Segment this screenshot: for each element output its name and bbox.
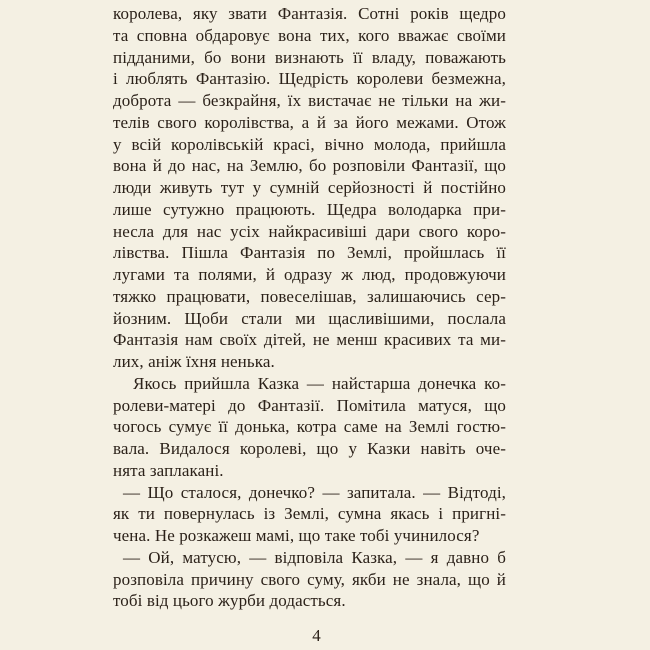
text-line: підданими, бо вони визнають її владу, поважають <box>113 47 506 67</box>
text-line: несла для нас усіх найкрасивіші дари свого коро- <box>113 221 506 241</box>
text-line: тяжко працювати, повеселішав, залишаючись сер- <box>113 286 506 306</box>
text-line: і люблять Фантазію. Щедрість королеви безмежна, <box>113 69 506 89</box>
text-line: лівства. Пішла Фантазія по Землі, пройшлась її <box>113 243 506 263</box>
text-line: чогось сумує її донька, котра саме на Землі гостю- <box>113 417 506 437</box>
paragraph <box>113 373 506 482</box>
text-line: королева, яку звати Фантазія. Сотні років щедро <box>113 4 506 23</box>
text-line: нята заплакані. <box>113 460 224 480</box>
text-line: — Що сталося, донечко? — запитала. — Відтоді, <box>123 482 506 502</box>
text-line: та сповна обдаровує вона тих, кого вважає своїми <box>113 25 506 45</box>
text-column <box>113 3 506 612</box>
text-line: люди живуть тут у сумній серйозності й постійно <box>113 178 506 197</box>
paragraph <box>113 547 506 612</box>
text-line: йозним. Щоби стали ми щасливішими, послала <box>113 308 506 328</box>
text-line: тобі від цього журби додасться. <box>113 591 346 611</box>
text-line: лих, аніж їхня ненька. <box>113 352 275 371</box>
text-line: ролеви-матері до Фантазії. Помітила матуся, що <box>113 395 506 415</box>
text-line: вала. Видалося королеві, що у Казки навіть оче- <box>113 439 506 458</box>
text-line: Якось прийшла Казка — найстарша донечка ко- <box>133 373 506 393</box>
page-number: 4 <box>312 626 321 645</box>
paragraph <box>113 482 506 547</box>
text-line: чена. Не розкажеш мамі, що таке тобі учинилося? <box>113 526 480 545</box>
text-line: доброта — безкрайня, їх вистачає не тільки на жи- <box>113 91 506 110</box>
text-line: лише сутужно працюють. Щедра володарка при- <box>113 199 506 219</box>
text-line: телів свого королівства, а й за його межами. Отож <box>113 112 506 132</box>
paragraph <box>113 3 506 373</box>
text-line: як ти повернулась із Землі, сумна якась і пригні- <box>113 504 506 524</box>
text-line: Фантазія нам своїх дітей, не менш красивих та ми- <box>113 330 506 350</box>
text-line: у всій королівській красі, вічно молода, прийшла <box>113 134 506 154</box>
text-line: лугами та полями, й одразу ж люд, продовжуючи <box>113 265 506 284</box>
text-line: — Ой, матусю, — відповіла Казка, — я давно б <box>123 547 506 567</box>
text-line: вона й до нас, на Землю, бо розповіли Фантазії, що <box>113 156 506 176</box>
text-line: розповіла причину свого суму, якби не знала, що й <box>113 569 506 589</box>
